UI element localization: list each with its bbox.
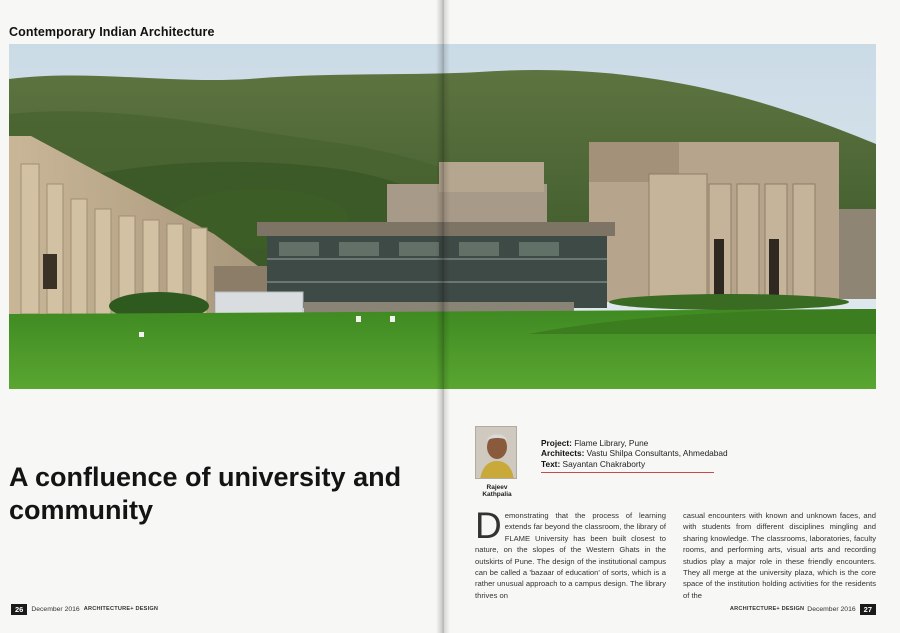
section-heading: Contemporary Indian Architecture [9,25,215,39]
page-number-left: 26 [11,604,27,615]
article-headline: A confluence of university and community [9,462,402,525]
issue-date-left: December 2016 [31,605,80,613]
credit-text: Text: Sayantan Chakraborty [541,458,646,469]
issue-date-right: December 2016 [807,605,856,613]
credits-rule [541,472,714,473]
page-gutter-shadow [436,0,450,633]
body-column-1 [475,505,666,601]
credit-project: Project: Flame Library, Pune [541,438,649,448]
author-photo [476,427,517,479]
column-1-text: emonstrating that the process of learning extends far beyond the classroom, the library of FLAME University has been built closest to nature, on the slopes of the Western Ghats in the outskirts of Pune. The design of the institutional campus can be called a 'bazaar of education' of sorts, which is a rather unusual approach to a campus design. The library thrives on [475,511,666,600]
body-column-2: casual encounters with known and unknown faces, and with students from different disciplines mingling and sharing knowledge. The classrooms, laboratories, faculty rooms, and performing arts, visual arts and recording studios play a major role in these friendly encounters. They all merge at the university plaza, which is the core space of the institution holding activities for the residents of the [683,511,876,600]
magazine-name-left: ARCHITECTURE+ DESIGN [83,606,159,612]
footer-right [730,603,876,615]
drop-cap: D [475,505,502,546]
magazine-name-right: ARCHITECTURE+ DESIGN [729,606,805,612]
author-portrait [475,426,517,479]
footer-left [11,603,158,615]
author-name: Rajeev Kathpalia [482,484,512,498]
page-number-right: 27 [860,604,876,615]
credit-architects: Architects: Vastu Shilpa Consultants, Ahmedabad [541,448,728,459]
project-credits [541,438,728,473]
